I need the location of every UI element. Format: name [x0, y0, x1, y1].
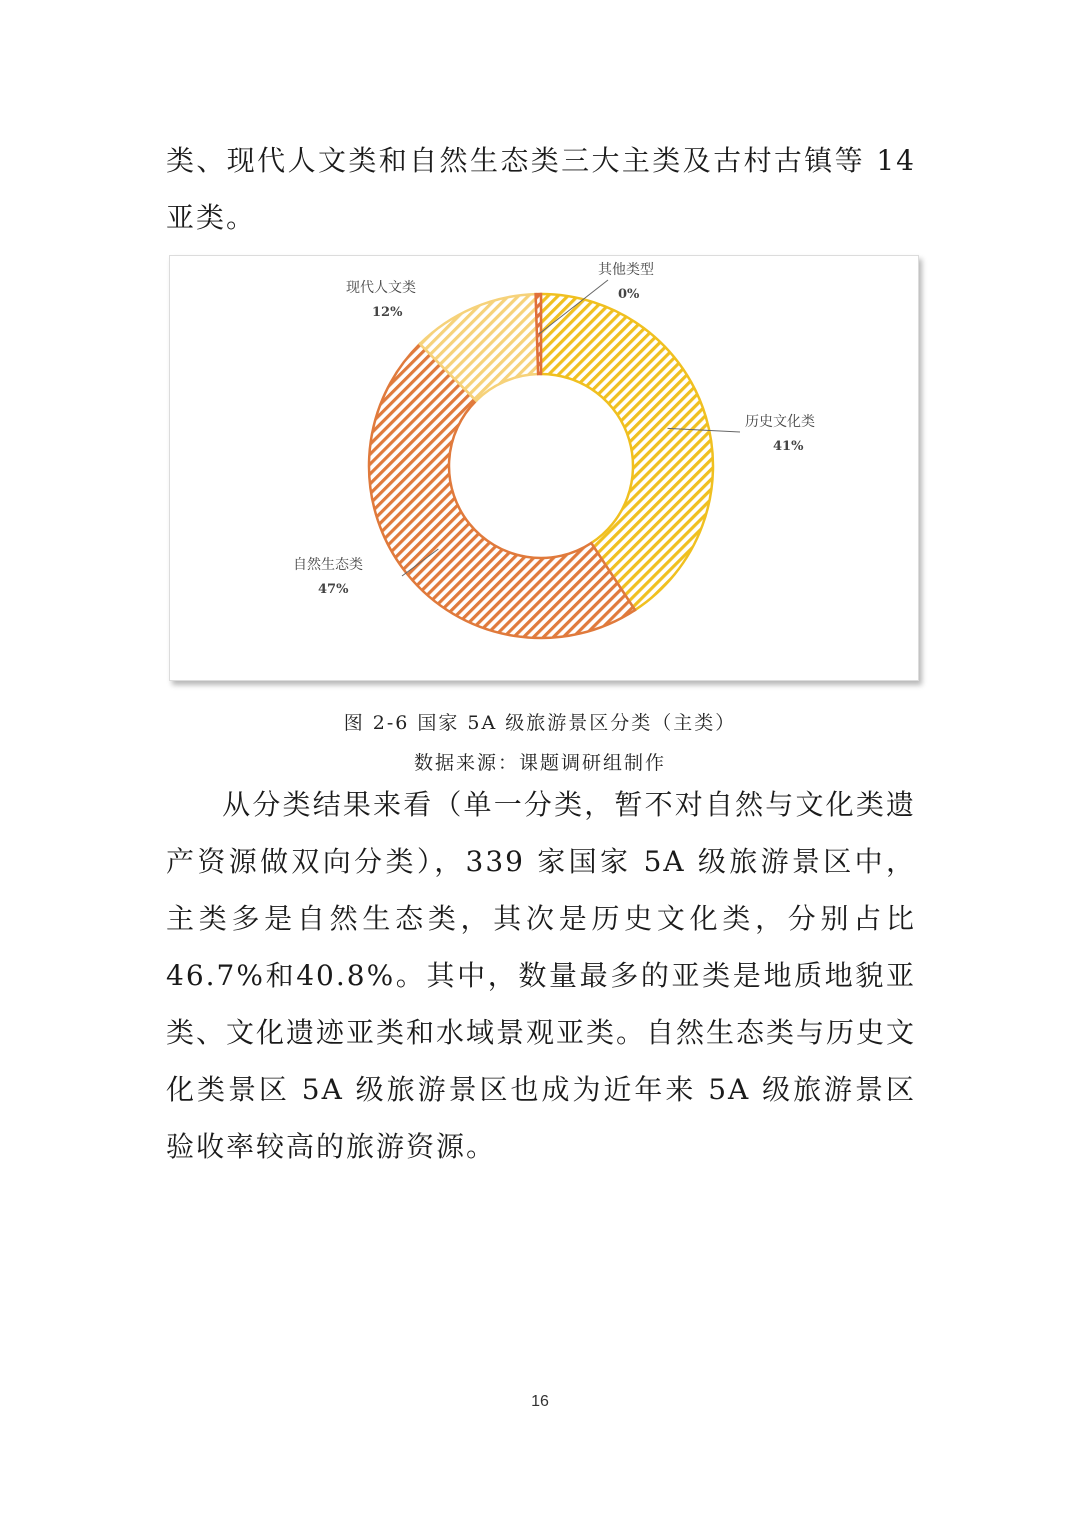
intro-paragraph: 类、现代人文类和自然生态类三大主类及古村古镇等 14 亚类。	[166, 144, 916, 234]
body-paragraph-text: 从分类结果来看（单一分类，暂不对自然与文化类遗产资源做双向分类），339 家国家 5A 级旅游景区中，主类多是自然生态类，其次是历史文化类，分别占比46.7%和40.8%。其中，数量最多的亚类是地质地貌亚类、文化遗迹亚类和水域景观亚类。自然生态类与历史文化类景区 5A 级旅游景区也成为近年来 5A 级旅游景区验收率较高的旅游资源。	[166, 788, 917, 1163]
figure-source: 数据来源：课题调研组制作	[413, 752, 666, 774]
donut-chart-frame	[169, 255, 919, 681]
page-number: 16	[531, 1393, 549, 1410]
slice-label-modern: 现代人文类	[346, 280, 416, 296]
slice-percent-history: 41%	[773, 439, 804, 454]
slice-percent-other: 0%	[618, 287, 640, 302]
body-paragraph	[166, 776, 916, 1175]
donut-chart	[170, 256, 918, 680]
slice-percent-nature: 47%	[318, 582, 349, 597]
slice-label-nature: 自然生态类	[293, 557, 363, 573]
slice-percent-modern: 12%	[372, 305, 403, 320]
figure-caption: 图 2-6 国家 5A 级旅游景区分类（主类）	[343, 712, 737, 734]
slice-label-history: 历史文化类	[745, 414, 815, 430]
slice-label-other: 其他类型	[598, 262, 654, 278]
